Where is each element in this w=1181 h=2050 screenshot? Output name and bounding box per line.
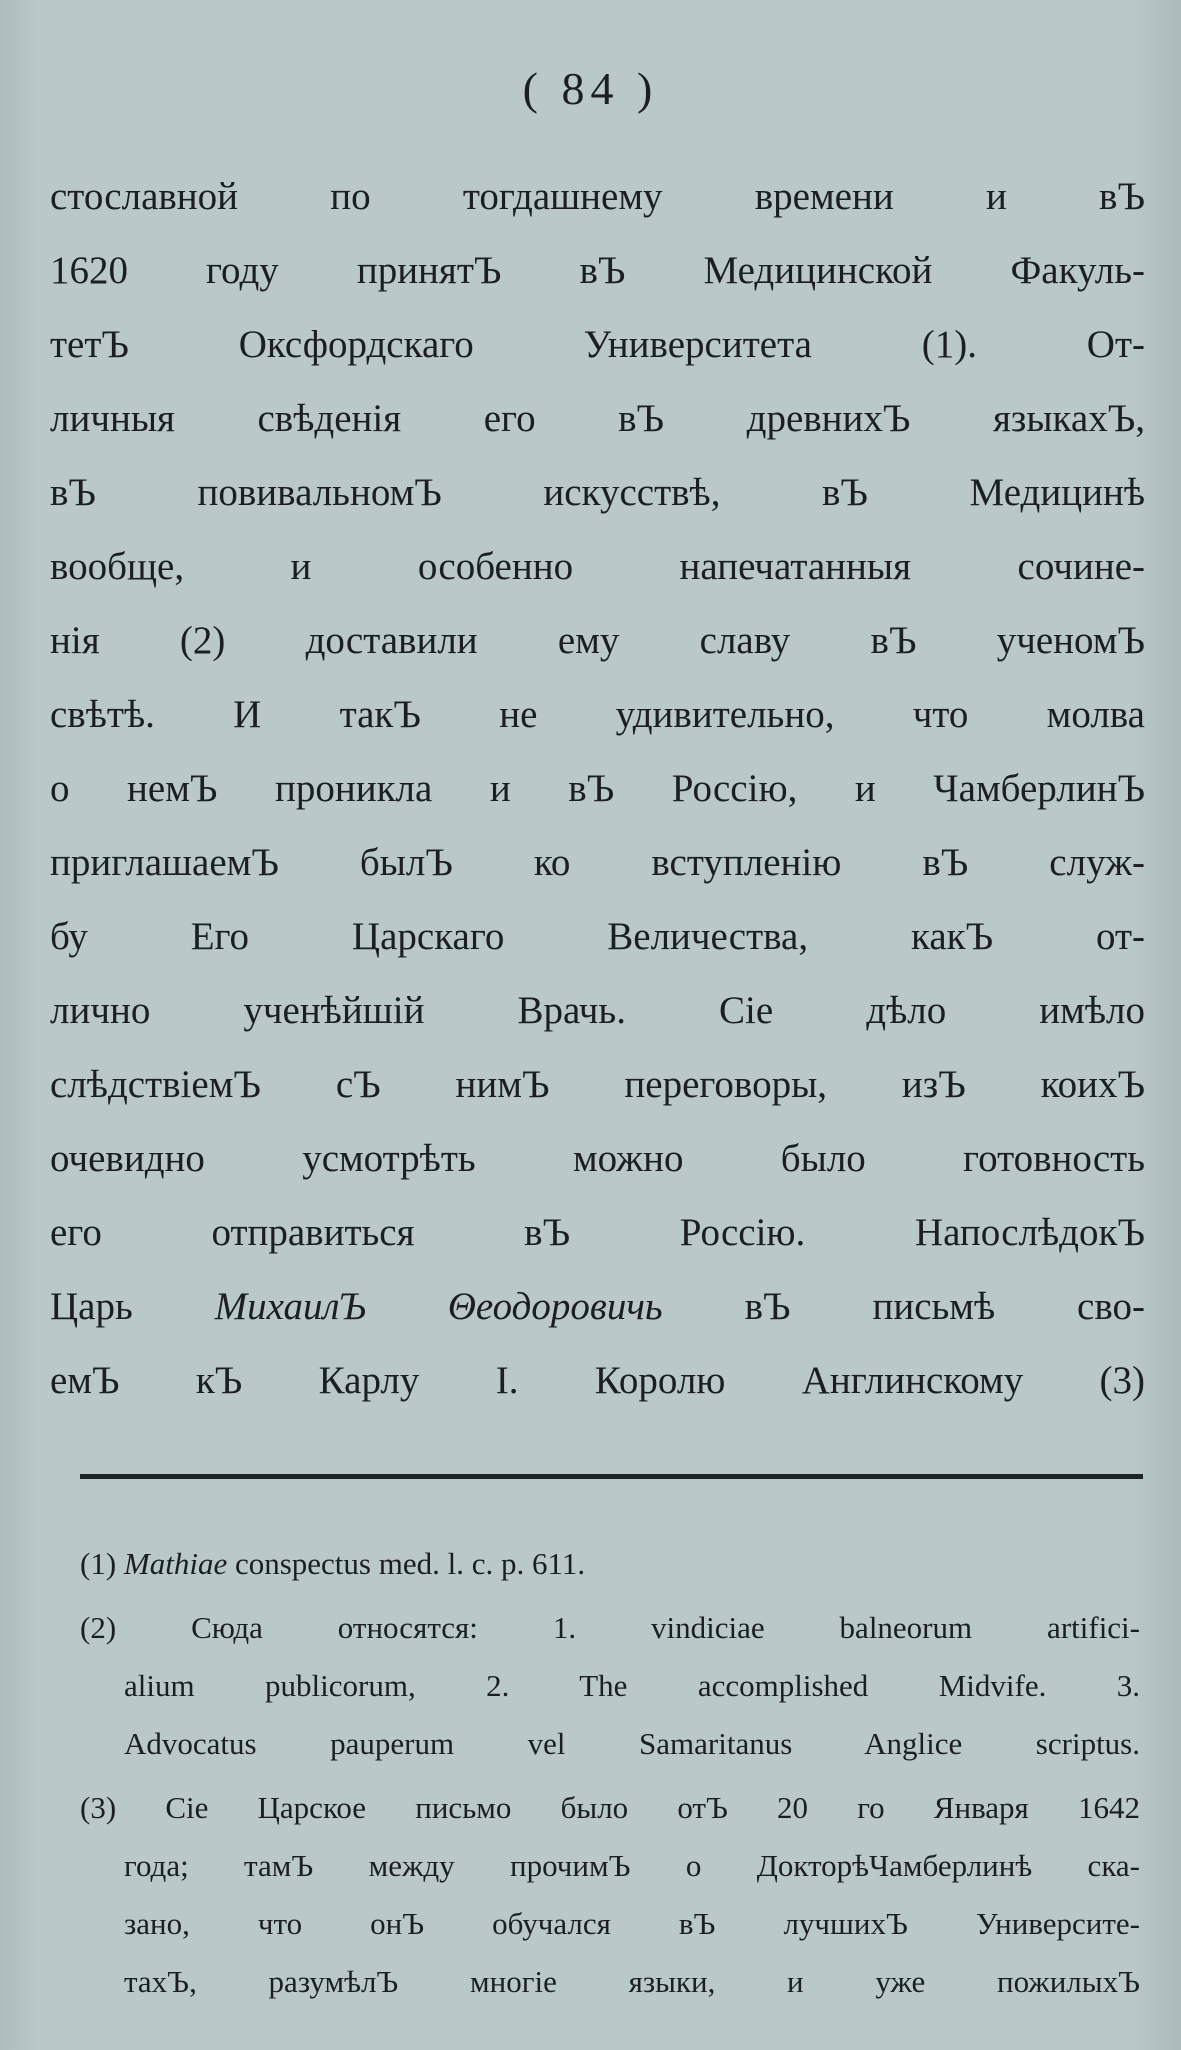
footnote-line: (2) Сюда относятся: 1. vindiciae balneorum artifici- (80, 1610, 1140, 1645)
text-line-last: емЪ кЪ Карлу I. Королю Англинскому (3) (50, 1359, 1145, 1402)
footnotes (80, 1535, 1140, 2017)
text-line: его отправиться вЪ Россію. НапослѣдокЪ (50, 1211, 1145, 1254)
text-line: личныя свѣденія его вЪ древнихЪ языкахЪ, (50, 397, 1145, 440)
text-line: бу Его Царскаго Величества, какЪ от- (50, 915, 1145, 958)
text-line: тетЪ Оксфордскаго Университета (1). От- (50, 323, 1145, 366)
text-line: очевидно усмотрѣть можно было готовность (50, 1137, 1145, 1180)
text-line: свѣтѣ. И такЪ не удивительно, что молва (50, 693, 1145, 736)
text-line-with-name (50, 1270, 1145, 1344)
footnote-separator-rule (80, 1474, 1143, 1479)
text-line: нія (2) доставили ему славу вЪ ученомЪ (50, 619, 1145, 662)
footnote-3 (80, 1779, 1140, 2011)
text-segment: вЪ письмѣ сво- (662, 1285, 1145, 1328)
footnote-line: года; тамЪ между прочимЪ о ДокторѣЧамберлинѣ ска- (124, 1848, 1140, 1883)
text-line: вЪ повивальномЪ искусствѣ, вЪ Медицинѣ (50, 471, 1145, 514)
text-line: лично ученѣйшій Врачь. Сіе дѣло имѣло (50, 989, 1145, 1032)
tsar-name: МихаилЪ Θеодоровичь (214, 1285, 663, 1328)
footnote-line: тахЪ, разумѣлЪ многіе языки, и уже пожилыхЪ (124, 1964, 1140, 1999)
footnote-line (80, 1535, 1140, 1593)
footnote-line: alium publicorum, 2. The accomplished Midvife. 3. (124, 1668, 1140, 1703)
text-line: 1620 году принятЪ вЪ Медицинской Факуль- (50, 249, 1145, 292)
footnote-line: Advocatus pauperum vel Samaritanus Anglice scriptus. (124, 1726, 1140, 1761)
footnote-line: (3) Сіе Царское письмо было отЪ 20 го Января 1642 (80, 1790, 1140, 1825)
text-segment: Царь (50, 1285, 215, 1328)
author-name: Mathiae (123, 1546, 228, 1581)
text-line: вообще, и особенно напечатанныя сочине- (50, 545, 1145, 588)
footnote-marker: (1) (80, 1546, 117, 1581)
text-line: о немЪ проникла и вЪ Россію, и ЧамберлинЪ (50, 767, 1145, 810)
text-line: приглашаемЪ былЪ ко вступленію вЪ служ- (50, 841, 1145, 884)
text-line: стославной по тогдашнему времени и вЪ (50, 175, 1145, 218)
footnote-line: зано, что онЪ обучался вЪ лучшихЪ Университе- (124, 1906, 1140, 1941)
main-text (50, 160, 1145, 1418)
page-number: ( 84 ) (522, 63, 659, 114)
text-line: слѣдствіемЪ сЪ нимЪ переговоры, изЪ коихЪ (50, 1063, 1145, 1106)
footnote-text: conspectus med. l. c. p. 611. (227, 1546, 586, 1581)
footnote-2 (80, 1599, 1140, 1773)
footnote-1 (80, 1535, 1140, 1593)
